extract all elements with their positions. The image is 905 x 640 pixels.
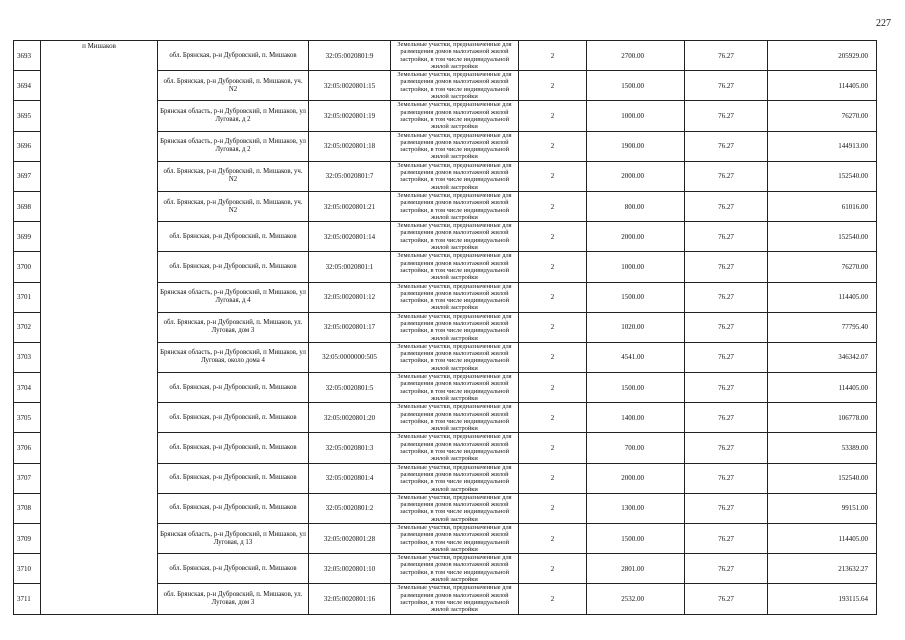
land-purpose-cell: Земельные участки, предназначенные для размещения домов малоэтажной жилой застройки, в том числе индивидуальной жилой застройки [391, 252, 519, 282]
row-number: 3698 [14, 191, 41, 221]
category-cell: 2 [519, 41, 587, 71]
rate-cell: 76.27 [685, 282, 768, 312]
address-cell: обл. Брянская, р-н Дубровский, п. Мишаков [158, 41, 309, 71]
cadastral-value-cell: 53389.00 [768, 433, 877, 463]
row-number: 3707 [14, 463, 41, 493]
land-purpose-cell: Земельные участки, предназначенные для размещения домов малоэтажной жилой застройки, в том числе индивидуальной жилой застройки [391, 161, 519, 191]
rate-cell: 76.27 [685, 554, 768, 584]
land-purpose-cell: Земельные участки, предназначенные для размещения домов малоэтажной жилой застройки, в том числе индивидуальной жилой застройки [391, 373, 519, 403]
area-cell: 1000.00 [587, 101, 685, 131]
row-number: 3703 [14, 342, 41, 372]
land-purpose-cell: Земельные участки, предназначенные для размещения домов малоэтажной жилой застройки, в том числе индивидуальной жилой застройки [391, 312, 519, 342]
rate-cell: 76.27 [685, 342, 768, 372]
cadastral-value-cell: 61016.00 [768, 191, 877, 221]
row-number: 3699 [14, 222, 41, 252]
land-purpose-cell: Земельные участки, предназначенные для размещения домов малоэтажной жилой застройки, в том числе индивидуальной жилой застройки [391, 524, 519, 554]
row-number: 3697 [14, 161, 41, 191]
category-cell: 2 [519, 554, 587, 584]
page-number: 227 [876, 18, 891, 29]
cadastral-number-cell: 32:05:0020801:9 [309, 41, 391, 71]
rate-cell: 76.27 [685, 161, 768, 191]
rate-cell: 76.27 [685, 252, 768, 282]
land-purpose-cell: Земельные участки, предназначенные для размещения домов малоэтажной жилой застройки, в том числе индивидуальной жилой застройки [391, 463, 519, 493]
cadastral-number-cell: 32:05:0020801:19 [309, 101, 391, 131]
category-cell: 2 [519, 493, 587, 523]
land-purpose-cell: Земельные участки, предназначенные для размещения домов малоэтажной жилой застройки, в том числе индивидуальной жилой застройки [391, 101, 519, 131]
category-cell: 2 [519, 222, 587, 252]
cadastral-value-cell: 114405.00 [768, 71, 877, 101]
row-number: 3694 [14, 71, 41, 101]
cadastral-number-cell: 32:05:0020801:1 [309, 252, 391, 282]
cadastral-value-cell: 114405.00 [768, 373, 877, 403]
land-purpose-cell: Земельные участки, предназначенные для размещения домов малоэтажной жилой застройки, в том числе индивидуальной жилой застройки [391, 433, 519, 463]
address-cell: обл. Брянская, р-н Дубровский, п. Мишаков, ул. Луговая, дом 3 [158, 312, 309, 342]
rate-cell: 76.27 [685, 131, 768, 161]
category-cell: 2 [519, 463, 587, 493]
category-cell: 2 [519, 161, 587, 191]
row-number: 3708 [14, 493, 41, 523]
cadastral-number-cell: 32:05:0020801:2 [309, 493, 391, 523]
area-cell: 1300.00 [587, 493, 685, 523]
cadastral-number-cell: 32:05:0020801:3 [309, 433, 391, 463]
area-cell: 2801.00 [587, 554, 685, 584]
address-cell: обл. Брянская, р-н Дубровский, п. Мишаков [158, 373, 309, 403]
cadastral-number-cell: 32:05:0020801:4 [309, 463, 391, 493]
rate-cell: 76.27 [685, 191, 768, 221]
settlement-cell: п Мишаков [41, 41, 158, 615]
address-cell: Брянская область, р-н Дубровский, п Мишаков, ул Луговая, д 2 [158, 131, 309, 161]
area-cell: 1500.00 [587, 71, 685, 101]
cadastral-number-cell: 32:05:0020801:14 [309, 222, 391, 252]
row-number: 3709 [14, 524, 41, 554]
area-cell: 700.00 [587, 433, 685, 463]
row-number: 3711 [14, 584, 41, 614]
rate-cell: 76.27 [685, 41, 768, 71]
address-cell: обл. Брянская, р-н Дубровский, п. Мишаков [158, 433, 309, 463]
cadastral-value-cell: 193115.64 [768, 584, 877, 614]
cadastral-value-cell: 114405.00 [768, 282, 877, 312]
area-cell: 1000.00 [587, 252, 685, 282]
address-cell: обл. Брянская, р-н Дубровский, п. Мишаков, уч. N2 [158, 161, 309, 191]
address-cell: Брянская область, р-н Дубровский, п Мишаков, ул Луговая, д 2 [158, 101, 309, 131]
category-cell: 2 [519, 433, 587, 463]
category-cell: 2 [519, 373, 587, 403]
land-purpose-cell: Земельные участки, предназначенные для размещения домов малоэтажной жилой застройки, в том числе индивидуальной жилой застройки [391, 403, 519, 433]
land-purpose-cell: Земельные участки, предназначенные для размещения домов малоэтажной жилой застройки, в том числе индивидуальной жилой застройки [391, 222, 519, 252]
address-cell: обл. Брянская, р-н Дубровский, п. Мишаков [158, 222, 309, 252]
area-cell: 800.00 [587, 191, 685, 221]
cadastral-value-cell: 152540.00 [768, 222, 877, 252]
cadastral-number-cell: 32:05:0020801:5 [309, 373, 391, 403]
area-cell: 1500.00 [587, 282, 685, 312]
area-cell: 1020.00 [587, 312, 685, 342]
category-cell: 2 [519, 282, 587, 312]
category-cell: 2 [519, 71, 587, 101]
land-purpose-cell: Земельные участки, предназначенные для размещения домов малоэтажной жилой застройки, в том числе индивидуальной жилой застройки [391, 131, 519, 161]
row-number: 3701 [14, 282, 41, 312]
row-number: 3700 [14, 252, 41, 282]
address-cell: обл. Брянская, р-н Дубровский, п. Мишаков [158, 403, 309, 433]
cadastral-number-cell: 32:05:0020801:28 [309, 524, 391, 554]
address-cell: Брянская область, р-н Дубровский, п Мишаков, ул Луговая, д 4 [158, 282, 309, 312]
cadastral-value-cell: 99151.00 [768, 493, 877, 523]
row-number: 3696 [14, 131, 41, 161]
cadastral-number-cell: 32:05:0000000:505 [309, 342, 391, 372]
land-purpose-cell: Земельные участки, предназначенные для размещения домов малоэтажной жилой застройки, в том числе индивидуальной жилой застройки [391, 191, 519, 221]
category-cell: 2 [519, 403, 587, 433]
area-cell: 1900.00 [587, 131, 685, 161]
row-number: 3704 [14, 373, 41, 403]
address-cell: Брянская область, р-н Дубровский, п Мишаков, ул Луговая, д 13 [158, 524, 309, 554]
row-number: 3710 [14, 554, 41, 584]
cadastral-number-cell: 32:05:0020801:16 [309, 584, 391, 614]
rate-cell: 76.27 [685, 222, 768, 252]
land-purpose-cell: Земельные участки, предназначенные для размещения домов малоэтажной жилой застройки, в том числе индивидуальной жилой застройки [391, 342, 519, 372]
rate-cell: 76.27 [685, 584, 768, 614]
area-cell: 4541.00 [587, 342, 685, 372]
cadastral-number-cell: 32:05:0020801:20 [309, 403, 391, 433]
category-cell: 2 [519, 524, 587, 554]
address-cell: обл. Брянская, р-н Дубровский, п. Мишаков [158, 252, 309, 282]
land-purpose-cell: Земельные участки, предназначенные для размещения домов малоэтажной жилой застройки, в том числе индивидуальной жилой застройки [391, 584, 519, 614]
rate-cell: 76.27 [685, 312, 768, 342]
area-cell: 1400.00 [587, 403, 685, 433]
cadastral-number-cell: 32:05:0020801:18 [309, 131, 391, 161]
category-cell: 2 [519, 252, 587, 282]
cadastral-value-cell: 144913.00 [768, 131, 877, 161]
cadastral-number-cell: 32:05:0020801:17 [309, 312, 391, 342]
land-purpose-cell: Земельные участки, предназначенные для размещения домов малоэтажной жилой застройки, в том числе индивидуальной жилой застройки [391, 71, 519, 101]
area-cell: 2000.00 [587, 463, 685, 493]
rate-cell: 76.27 [685, 463, 768, 493]
cadastral-value-cell: 152540.00 [768, 161, 877, 191]
land-purpose-cell: Земельные участки, предназначенные для размещения домов малоэтажной жилой застройки, в том числе индивидуальной жилой застройки [391, 41, 519, 71]
rate-cell: 76.27 [685, 403, 768, 433]
cadastral-number-cell: 32:05:0020801:15 [309, 71, 391, 101]
cadastral-value-cell: 213632.27 [768, 554, 877, 584]
rate-cell: 76.27 [685, 433, 768, 463]
area-cell: 1500.00 [587, 524, 685, 554]
area-cell: 2532.00 [587, 584, 685, 614]
cadastral-number-cell: 32:05:0020801:10 [309, 554, 391, 584]
land-purpose-cell: Земельные участки, предназначенные для размещения домов малоэтажной жилой застройки, в том числе индивидуальной жилой застройки [391, 282, 519, 312]
rate-cell: 76.27 [685, 373, 768, 403]
category-cell: 2 [519, 312, 587, 342]
cadastral-value-cell: 77795.40 [768, 312, 877, 342]
rate-cell: 76.27 [685, 71, 768, 101]
rate-cell: 76.27 [685, 101, 768, 131]
category-cell: 2 [519, 584, 587, 614]
table-row [14, 41, 877, 71]
cadastral-value-cell: 76270.00 [768, 252, 877, 282]
area-cell: 1500.00 [587, 373, 685, 403]
rate-cell: 76.27 [685, 493, 768, 523]
row-number: 3705 [14, 403, 41, 433]
address-cell: обл. Брянская, р-н Дубровский, п. Мишаков, уч. N2 [158, 71, 309, 101]
cadastral-value-cell: 114405.00 [768, 524, 877, 554]
cadastral-number-cell: 32:05:0020801:7 [309, 161, 391, 191]
address-cell: обл. Брянская, р-н Дубровский, п. Мишаков [158, 463, 309, 493]
registry-body [14, 41, 877, 615]
address-cell: обл. Брянская, р-н Дубровский, п. Мишаков [158, 554, 309, 584]
cadastral-value-cell: 106778.00 [768, 403, 877, 433]
area-cell: 2000.00 [587, 161, 685, 191]
cadastral-value-cell: 152540.00 [768, 463, 877, 493]
category-cell: 2 [519, 191, 587, 221]
row-number: 3693 [14, 41, 41, 71]
cadastral-value-cell: 346342.07 [768, 342, 877, 372]
address-cell: обл. Брянская, р-н Дубровский, п. Мишаков, ул. Луговая, дом 3 [158, 584, 309, 614]
area-cell: 2700.00 [587, 41, 685, 71]
land-purpose-cell: Земельные участки, предназначенные для размещения домов малоэтажной жилой застройки, в том числе индивидуальной жилой застройки [391, 554, 519, 584]
category-cell: 2 [519, 101, 587, 131]
cadastral-number-cell: 32:05:0020801:12 [309, 282, 391, 312]
cadastral-number-cell: 32:05:0020801:21 [309, 191, 391, 221]
address-cell: обл. Брянская, р-н Дубровский, п. Мишаков, уч. N2 [158, 191, 309, 221]
row-number: 3695 [14, 101, 41, 131]
area-cell: 2000.00 [587, 222, 685, 252]
category-cell: 2 [519, 342, 587, 372]
rate-cell: 76.27 [685, 524, 768, 554]
category-cell: 2 [519, 131, 587, 161]
row-number: 3706 [14, 433, 41, 463]
cadastral-value-cell: 205929.00 [768, 41, 877, 71]
cadastral-value-cell: 76270.00 [768, 101, 877, 131]
row-number: 3702 [14, 312, 41, 342]
land-registry-table [13, 40, 877, 615]
land-purpose-cell: Земельные участки, предназначенные для размещения домов малоэтажной жилой застройки, в том числе индивидуальной жилой застройки [391, 493, 519, 523]
address-cell: обл. Брянская, р-н Дубровский, п. Мишаков [158, 493, 309, 523]
address-cell: Брянская область, р-н Дубровский, п Мишаков, ул Луговая, около дома 4 [158, 342, 309, 372]
